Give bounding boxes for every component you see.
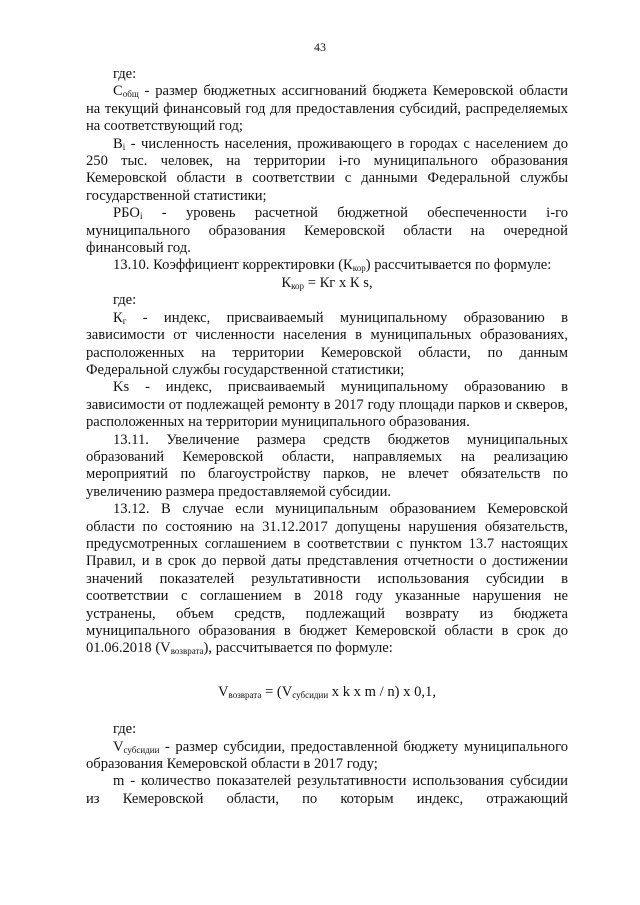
symbol-bi: В — [113, 135, 123, 152]
paragraph-rbo — [86, 205, 568, 257]
paragraph-kg — [86, 310, 568, 380]
subscript-vsub: субсидии — [123, 744, 160, 755]
subscript-rbo: i — [139, 211, 143, 222]
paragraph-m: m - количество показателей результативности использования субсидии из Кемеровской области, по которым индекс, отражающий — [86, 773, 568, 807]
paragraph-ks: Ks - индекс, присваиваемый муниципальному образованию в зависимости от подлежащей ремонту в 2017 году площади парков и скверов, расположенных на территории муниципального образования. — [86, 379, 568, 431]
formula-kkor-a: К — [281, 274, 292, 291]
subscript-bi: i — [122, 141, 126, 152]
symbol-vsub: V — [113, 738, 124, 755]
paragraph-13-11: 13.11. Увеличение размера средств бюджетов муниципальных образований Кемеровской области, направляемых на реализацию мероприятий по благоустройству парков, не влечет обязательств по увеличению размера предоставляемой субсидии. — [86, 431, 568, 500]
formula-vreturn-sub1: возврата — [228, 689, 262, 700]
paragraph-bi — [86, 136, 568, 206]
where-label-1: где: — [113, 66, 137, 82]
formula-vreturn-a: V — [218, 683, 229, 700]
where-label-3: где: — [113, 721, 137, 738]
text-bi: - численность населения, проживающего в городах с населением до 250 тыс. человек, на территории i-го муниципального образования Кемеровской области в соответствии с данными Федеральной службы государственной статистики; — [86, 135, 568, 204]
symbol-rbo: РБО — [113, 205, 140, 222]
text-rbo: - уровень расчетной бюджетной обеспеченности i-го муниципального образования Кемеровской области на очередной финансовый год. — [86, 205, 568, 257]
text-13-12-a: 13.12. В случае если муниципальным образованием Кемеровской области по состоянию на 31.12.2017 допущены нарушения обязательств, предусмотренных соглашением в соответствии с пунктом 13.7 настоящих Правил, и в срок до первой даты представления отчетности о достижении значений показателей результативности использования субсидии в соответствии с соглашением в 2018 году указанные нарушения не устранены, объем средств, подлежащий возврату из бюджета муниципального образования в бюджет Кемеровской области в срок до 01.06.2018 (V — [86, 501, 568, 657]
text-kg: - индекс, присваиваемый муниципальному образованию в зависимости от численности населения в муниципальных образованиях, расположенных на территории Кемеровской области, по данным Федеральной службы государственной статистики; — [86, 309, 568, 378]
formula-vreturn-sub2: субсидии — [292, 689, 329, 700]
document-body — [86, 66, 568, 808]
subscript-13-10: кор — [352, 263, 366, 274]
text-13-10-a: 13.10. Коэффициент корректировки (К — [113, 257, 353, 274]
text-13-12-b: ), рассчитывается по формуле: — [203, 640, 393, 657]
formula-vreturn — [86, 684, 568, 701]
text-13-10-b: ) рассчитывается по формуле: — [365, 257, 552, 274]
symbol-sobsh: С — [113, 83, 123, 100]
text-sobsh: - размер бюджетных ассигнований бюджета Кемеровской области на текущий финансовый год для предоставления субсидий, распределяемых на соответствующий год; — [86, 83, 568, 135]
formula-kkor-b: = Кг х К s, — [304, 274, 373, 291]
paragraph-sobsh — [86, 83, 568, 135]
formula-kkor — [86, 275, 568, 292]
subscript-kg: г — [122, 315, 127, 326]
paragraph-13-12 — [86, 501, 568, 658]
formula-kkor-sub: кор — [291, 280, 305, 291]
subscript-sobsh: общ — [122, 89, 139, 100]
symbol-kg: К — [113, 309, 123, 326]
where-label-2: где: — [113, 292, 137, 309]
paragraph-vsub — [86, 739, 568, 774]
page-number: 43 — [314, 40, 326, 54]
text-vsub: - размер субсидии, предоставленной бюджету муниципального образования Кемеровской области в 2017 году; — [86, 738, 568, 773]
subscript-13-12: возврата — [170, 646, 204, 657]
formula-vreturn-b: = (V — [261, 683, 293, 700]
formula-vreturn-c: х k х m / n) х 0,1, — [328, 683, 436, 700]
paragraph-13-10 — [86, 257, 568, 274]
